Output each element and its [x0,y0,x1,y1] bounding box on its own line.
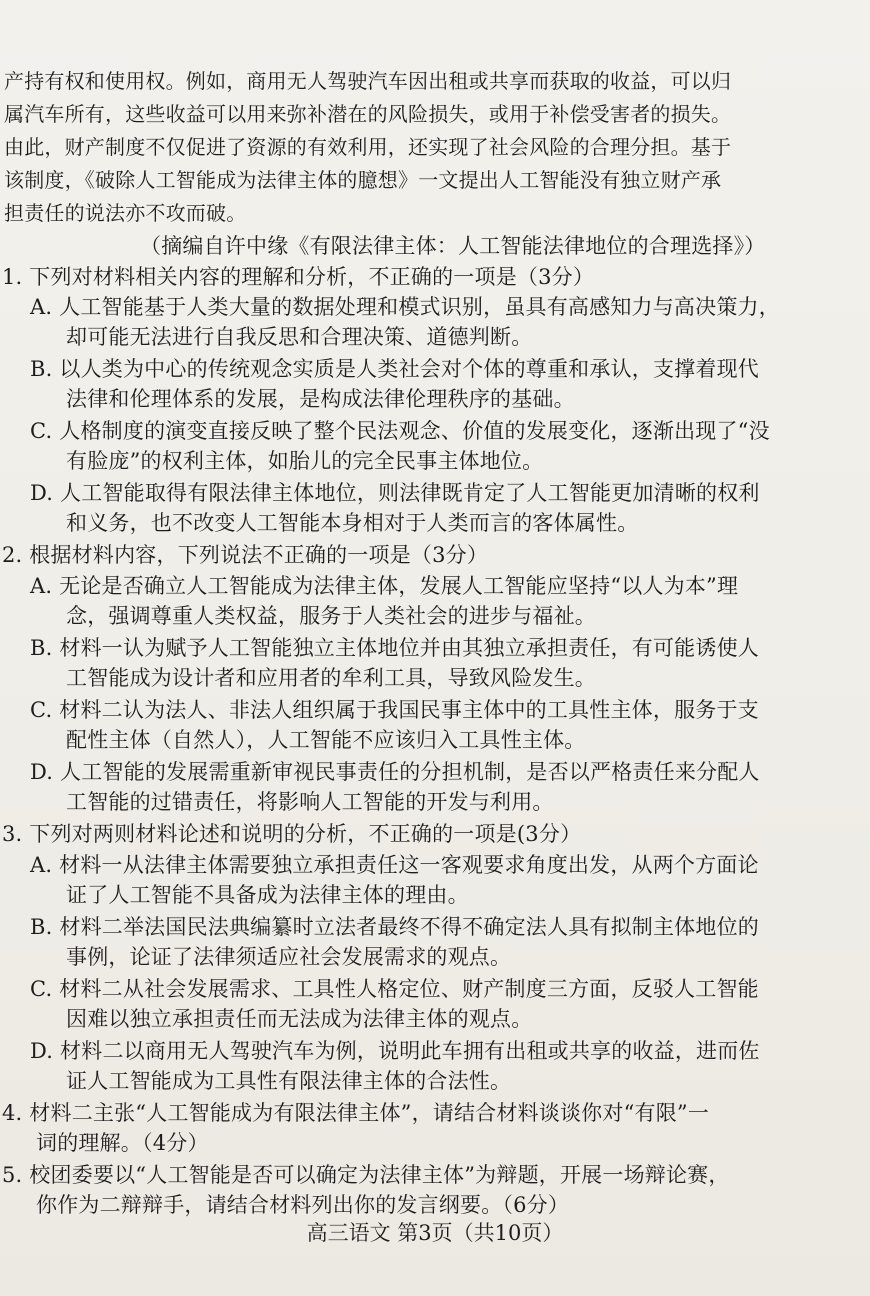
question-1-option-b: B. 以人类为中心的传统观念实质是人类社会对个体的尊重和承认，支撑着现代 [30,357,759,381]
question-3-option-c: C. 材料二从社会发展需求、工具性人格定位、财产制度三方面，反驳人工智能 [30,977,759,1001]
question-1-option-b-cont: 法律和伦理体系的发展，是构成法律伦理秩序的基础。 [66,387,575,411]
question-5-stem-cont: 你作为二辩辩手，请结合材料列出你的发言纲要。（6分） [36,1193,570,1217]
question-3-option-b-cont: 事例，论证了法律须适应社会发展需求的观点。 [66,945,512,969]
question-4-stem: 4. 材料二主张“人工智能成为有限法律主体”，请结合材料谈谈你对“有限”一 [2,1101,710,1125]
passage-line: 该制度，《破除人工智能成为法律主体的臆想》一文提出人工智能没有独立财产承 [4,168,722,192]
question-1-option-d: D. 人工智能取得有限法律主体地位，则法律既肯定了人工智能更加清晰的权利 [30,481,760,505]
question-1-option-a-cont: 却可能无法进行自我反思和合理决策、道德判断。 [66,325,533,349]
passage-line: 由此，财产制度不仅促进了资源的有效利用，还实现了社会风险的合理分担。基于 [4,135,732,159]
question-4-stem-cont: 词的理解。（4分） [36,1131,209,1155]
question-3-option-a-cont: 证了人工智能不具备成为法律主体的理由。 [66,883,469,907]
question-1-option-c-cont: 有脸庞”的权利主体，如胎儿的完全民事主体地位。 [66,449,544,473]
question-1-stem: 1. 下列对材料相关内容的理解和分析，不正确的一项是（3分） [2,265,595,289]
question-3-stem: 3. 下列对两则材料论述和说明的分析，不正确的一项是(3分） [2,822,582,846]
question-3-option-d: D. 材料二以商用无人驾驶汽车为例，说明此车拥有出租或共享的收益，进而佐 [30,1039,760,1063]
question-2-stem: 2. 根据材料内容，下列说法不正确的一项是（3分） [2,543,489,567]
question-3-option-d-cont: 证人工智能成为工具性有限法律主体的合法性。 [66,1069,512,1093]
question-2-option-a: A. 无论是否确立人工智能成为法律主体，发展人工智能应坚持“以人为本”理 [30,574,739,598]
passage-line: 产持有权和使用权。例如，商用无人驾驶汽车因出租或共享而获取的收益，可以归 [4,69,732,93]
question-3-option-a: A. 材料一从法律主体需要独立承担责任这一客观要求角度出发，从两个方面论 [30,853,759,877]
page-footer: 高三语文 第3页（共10页） [306,1221,564,1245]
question-1-option-a: A. 人工智能基于人类大量的数据处理和模式识别，虽具有高感知力与高决策力， [30,295,780,319]
question-2-option-a-cont: 念，强调尊重人类权益，服务于人类社会的进步与福祉。 [66,604,596,628]
question-2-option-c: C. 材料二认为法人、非法人组织属于我国民事主体中的工具性主体，服务于支 [30,698,759,722]
question-2-option-d: D. 人工智能的发展需重新审视民事责任的分担机制，是否以严格责任来分配人 [30,760,760,784]
question-2-option-d-cont: 工智能的过错责任，将影响人工智能的开发与利用。 [66,790,554,814]
question-3-option-c-cont: 因难以独立承担责任而无法成为法律主体的观点。 [66,1007,533,1031]
question-1-option-c: C. 人格制度的演变直接反映了整个民法观念、价值的发展变化，逐渐出现了“没 [30,419,770,443]
passage-line: 属汽车所有，这些收益可以用来弥补潜在的风险损失，或用于补偿受害者的损失。 [4,102,732,126]
source-citation: （摘编自许中缘《有限法律主体：人工智能法律地位的合理选择》） [140,234,766,258]
question-1-option-d-cont: 和义务，也不改变人工智能本身相对于人类而言的客体属性。 [66,511,639,535]
question-5-stem: 5. 校团委要以“人工智能是否可以确定为法律主体”为辩题，开展一场辩论赛， [2,1163,730,1187]
passage-line: 担责任的说法亦不攻而破。 [4,201,247,225]
question-2-option-b: B. 材料一认为赋予人工智能独立主体地位并由其独立承担责任，有可能诱使人 [30,636,759,660]
question-2-option-b-cont: 工智能成为设计者和应用者的牟利工具，导致风险发生。 [66,666,596,690]
question-2-option-c-cont: 配性主体（自然人），人工智能不应该归入工具性主体。 [66,728,586,752]
question-3-option-b: B. 材料二举法国民法典编纂时立法者最终不得不确定法人具有拟制主体地位的 [30,915,759,939]
